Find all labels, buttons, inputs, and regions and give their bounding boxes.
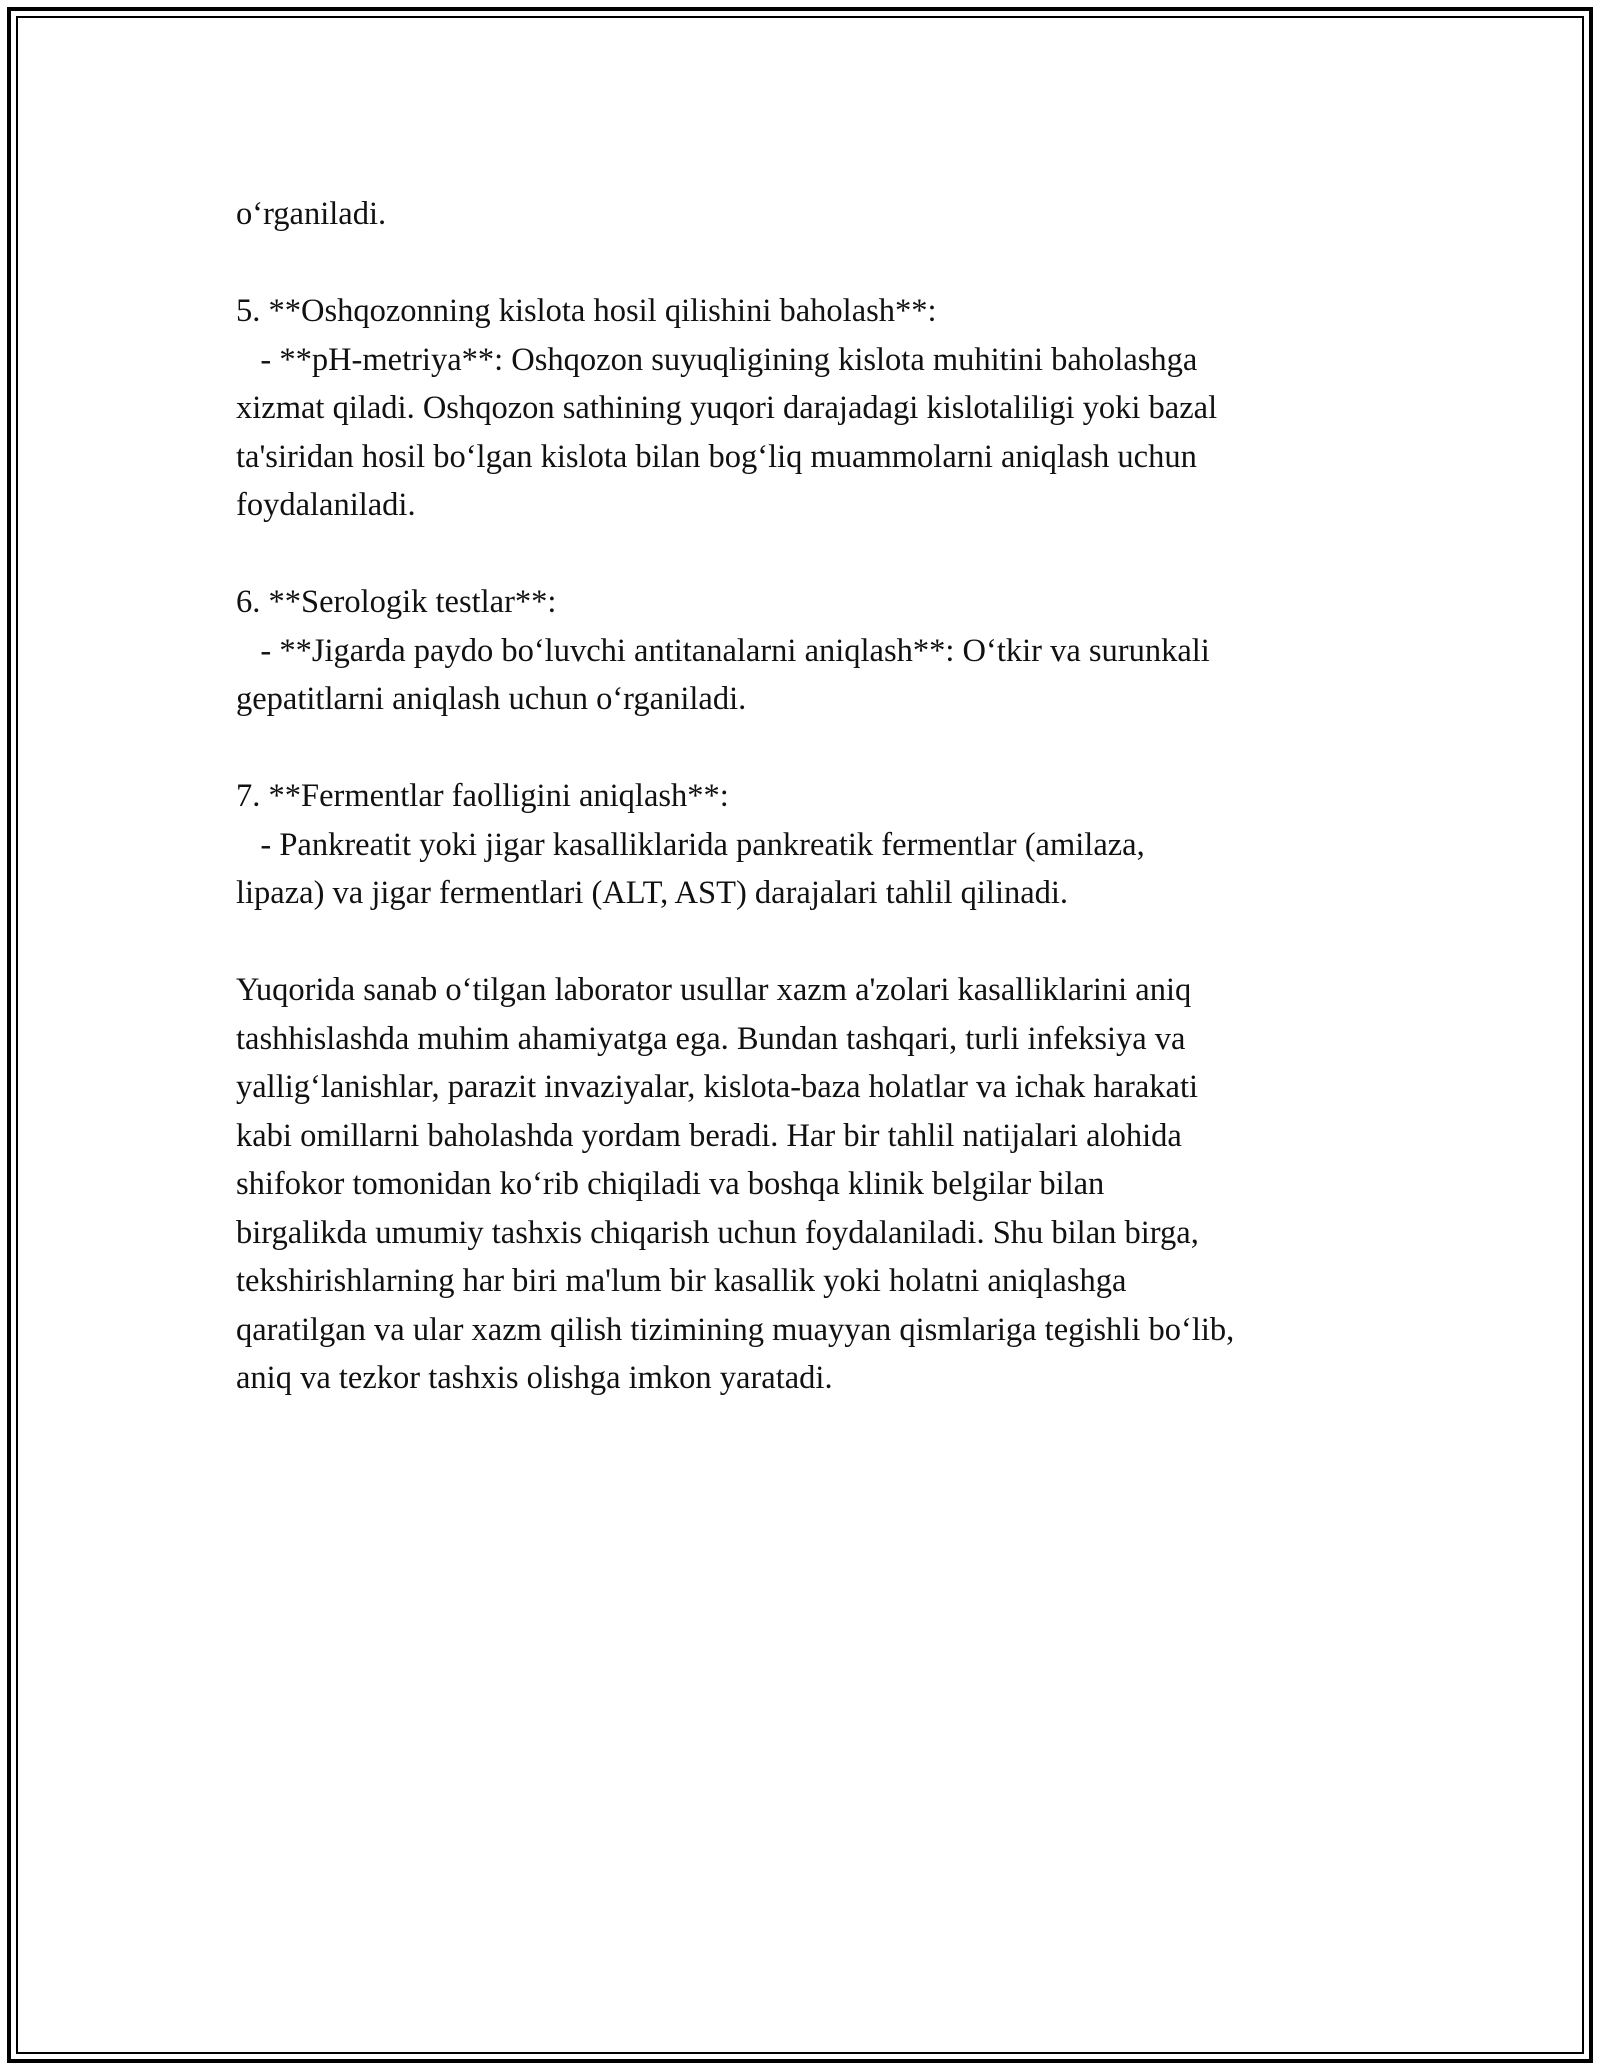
text-line: lipaza) va jigar fermentlari (ALT, AST) darajalari tahlil qilinadi.: [236, 875, 1069, 911]
list-item-7: [236, 772, 1386, 918]
list-item-5: [236, 287, 1386, 530]
text-line: aniq va tezkor tashxis olishga imkon yaratadi.: [236, 1360, 833, 1396]
text-line: - **Jigarda paydo bo‘luvchi antitanalarni aniqlash**: O‘tkir va surunkali: [236, 632, 1210, 669]
text-line: xizmat qiladi. Oshqozon sathining yuqori darajadagi kislotaliligi yoki bazal: [236, 390, 1218, 426]
text-line: kabi omillarni baholashda yordam beradi. Har bir tahlil natijalari alohida: [236, 1117, 1182, 1154]
text-line: yallig‘lanishlar, parazit invaziyalar, kislota-baza holatlar va ichak harakati: [236, 1069, 1199, 1105]
text-line: ta'siridan hosil bo‘lgan kislota bilan bog‘liq muammolarni aniqlash uchun: [236, 438, 1197, 475]
text-line: foydalaniladi.: [236, 487, 416, 523]
text-line: - Pankreatit yoki jigar kasalliklarida pankreatik fermentlar (amilaza,: [236, 826, 1145, 863]
list-item-heading: 7. **Fermentlar faolligini aniqlash**:: [236, 778, 729, 814]
text-line: birgalikda umumiy tashxis chiqarish uchun foydalaniladi. Shu bilan birga,: [236, 1214, 1199, 1251]
list-item-heading: 5. **Oshqozonning kislota hosil qilishini baholash**:: [236, 293, 937, 329]
list-item-6: [236, 578, 1386, 724]
list-item-heading: 6. **Serologik testlar**:: [236, 584, 557, 620]
text-line: qaratilgan va ular xazm qilish tizimining muayyan qismlariga tegishli bo‘lib,: [236, 1311, 1235, 1348]
text-line: - **pH-metriya**: Oshqozon suyuqligining kislota muhitini baholashga: [236, 341, 1198, 378]
paragraph-continuation: [236, 190, 1386, 239]
text-line: tekshirishlarning har biri ma'lum bir kasallik yoki holatni aniqlashga: [236, 1263, 1127, 1299]
text-line: gepatitlarni aniqlash uchun o‘rganiladi.: [236, 681, 747, 717]
text-line: Yuqorida sanab o‘tilgan laborator usullar xazm a'zolari kasalliklarini aniq: [236, 972, 1192, 1008]
text-line: shifokor tomonidan ko‘rib chiqiladi va boshqa klinik belgilar bilan: [236, 1166, 1105, 1202]
text-line: tashhislashda muhim ahamiyatga ega. Bundan tashqari, turli infeksiya va: [236, 1020, 1186, 1057]
document-body: [236, 190, 1386, 1403]
text-line: o‘rganiladi.: [236, 196, 387, 232]
summary-paragraph: [236, 966, 1386, 1403]
